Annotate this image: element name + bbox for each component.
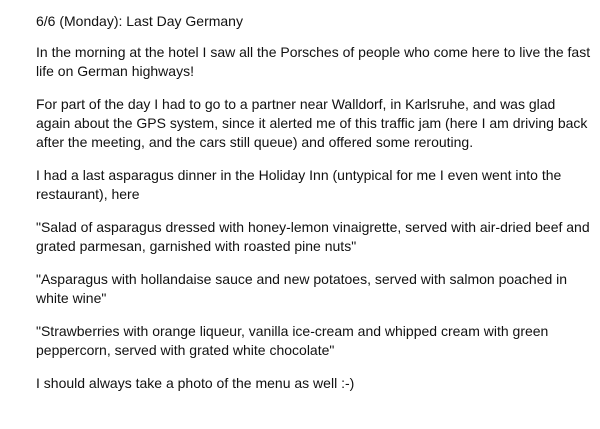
paragraph-dinner: I had a last asparagus dinner in the Holiday Inn (untypical for me I even went into the restaurant), here: [36, 167, 562, 202]
entry-heading: 6/6 (Monday): Last Day Germany: [36, 13, 243, 29]
document-body: [36, 12, 592, 407]
menu-item-strawberries: "Strawberries with orange liqueur, vanilla ice-cream and whipped cream with green peppercorn, served with grated white chocolate": [36, 323, 549, 358]
paragraph-walldorf: For part of the day I had to go to a partner near Walldorf, in Karlsruhe, and was glad again about the GPS system, since it alerted me of this traffic jam (here I am driving back after the meeting, and the cars still queue) and offered some rerouting.: [36, 96, 588, 150]
menu-item-asparagus: "Asparagus with hollandaise sauce and new potatoes, served with salmon poached in white wine": [36, 271, 568, 306]
paragraph-porsches: In the morning at the hotel I saw all the Porsches of people who come here to live the fast life on German highways!: [36, 44, 591, 79]
paragraph-closing: I should always take a photo of the menu as well :-): [36, 375, 355, 391]
menu-item-salad: "Salad of asparagus dressed with honey-lemon vinaigrette, served with air-dried beef and grated parmesan, garnished with roasted pine nuts": [36, 219, 590, 254]
